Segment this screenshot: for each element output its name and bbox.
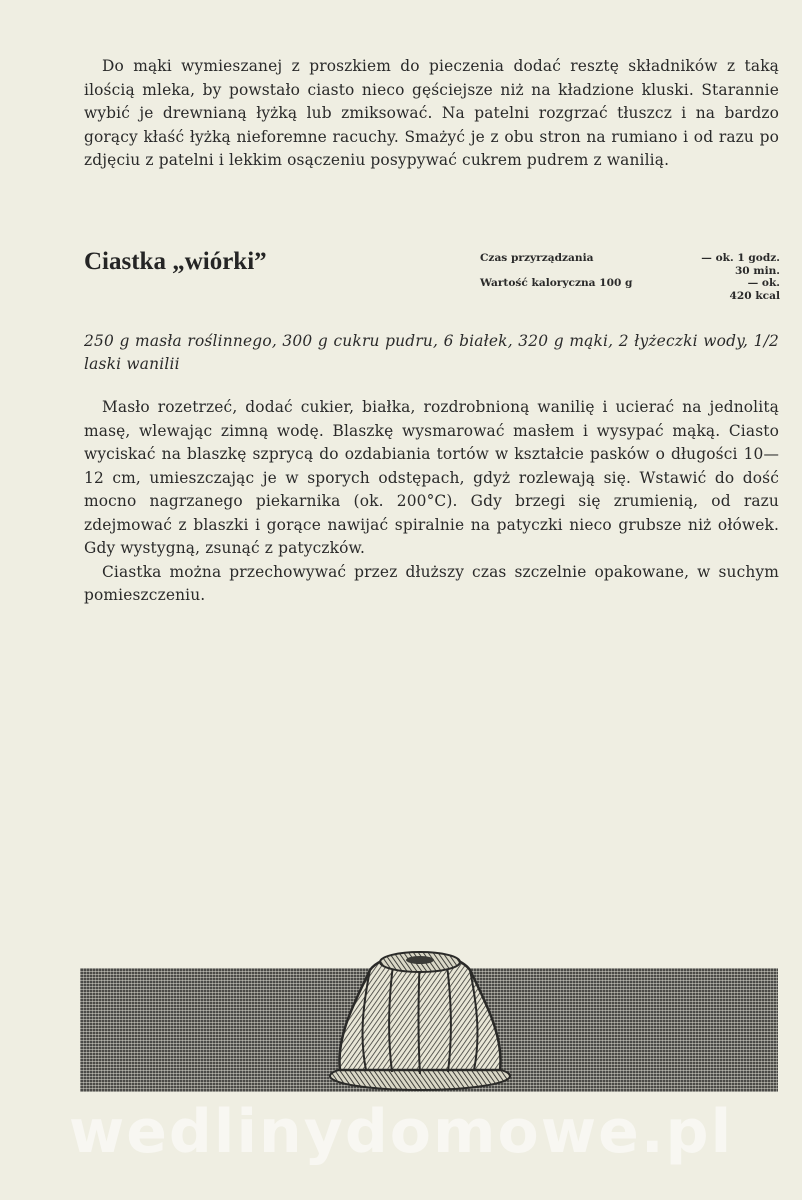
- prep-time-label: Czas przyrządzania: [480, 252, 594, 264]
- method-text: [84, 396, 779, 608]
- calorie-row: [480, 277, 780, 290]
- prep-time-value: — ok. 1 godz.: [701, 252, 780, 264]
- recipe-title: Ciastka „wiórki”: [84, 248, 267, 275]
- method-paragraph: Masło rozetrzeć, dodać cukier, białka, rozdrobnioną wanilię i ucierać na jednolitą masę, wlewając zimną wodę. Blaszkę wysmarować masłem i wysypać mąką. Ciasto wyciskać na blaszkę szprycą do ozdabiania tortów w kształcie pasków o długości 10—12 cm, umieszczając je w sporych odstępach, gdyż rozlewają się. Wstawić do dość mocno nagrzanego piekarnika (ok. 200°C). Gdy brzegi się zrumienią, od razu zdejmować z blaszki i gorące nawijać spiralnie na patyczki nieco grubsze niż ołówek. Gdy wystygną, zsunąć z patyczków.: [84, 398, 779, 557]
- calorie-label: Wartość kaloryczna 100 g: [480, 277, 633, 289]
- intro-paragraph: Do mąki wymieszanej z proszkiem do pieczenia dodać resztę składników z taką ilością mleka, by powstało ciasto nieco gęściejsze niż na kładzione kluski. Starannie wybić je drewnianą łyżką lub zmiksować. Na patelni rozgrzać tłuszcz i na bardzo gorący kłaść łyżką nieforemne racuchy. Smażyć je z obu stron na rumiano i od razu po zdjęciu z patelni i lekkim osączeniu posypywać cukrem pudrem z wanilią.: [84, 57, 779, 169]
- calorie-value: 420 kcal: [729, 289, 780, 302]
- prep-time-minutes: 30 min.: [734, 264, 780, 277]
- ingredients-list: 250 g masła roślinnego, 300 g cukru pudru, 6 białek, 320 g mąki, 2 łyżeczki wody, 1/2 laski wanilii: [84, 332, 779, 373]
- watermark: wedlinydomowe.pl: [68, 1097, 734, 1167]
- recipe-meta: [480, 252, 780, 302]
- method-paragraph: Ciastka można przechowywać przez dłuższy czas szczelnie opakowane, w suchym pomieszczeniu.: [84, 562, 779, 604]
- calorie-approx: — ok.: [747, 277, 780, 289]
- bundt-cake-icon: [326, 940, 514, 1095]
- prep-time-row: [480, 252, 780, 265]
